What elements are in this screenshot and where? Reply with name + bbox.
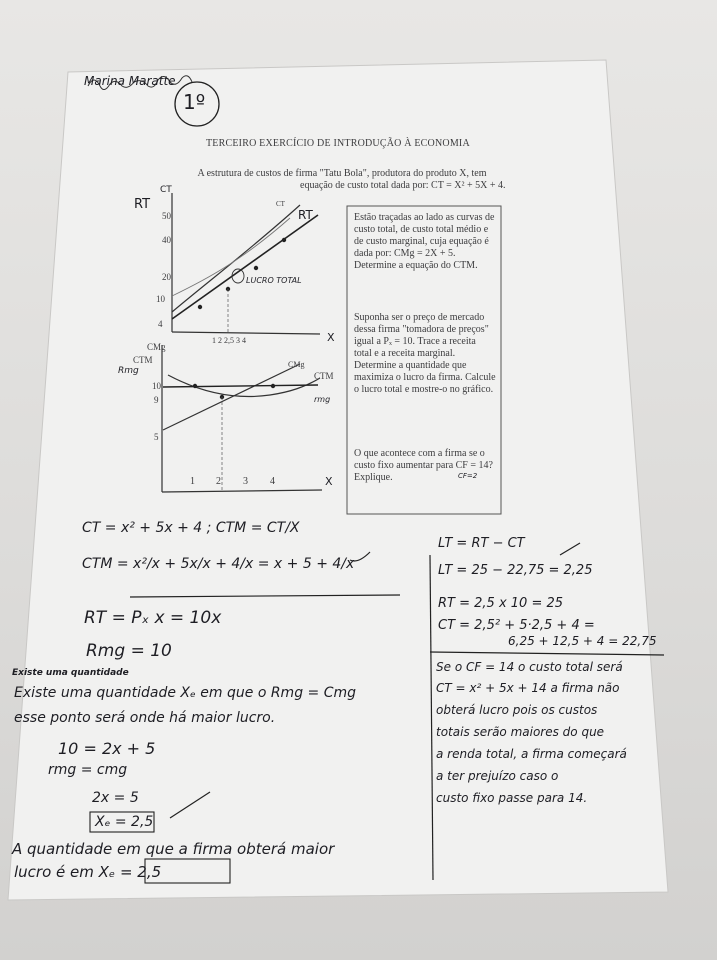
instruction-paragraph-2: Suponha ser o preço de mercado dessa firma "tomadora de preços" igual a Pₓ = 10. Trace a receita total e a receita marginal. Determine a quantidade que maximiza o lucro da firma. Calcule o lucro total e mostre-o no gráfico. xyxy=(354,312,496,395)
solution-eq-2: rmg = cmg xyxy=(48,762,128,778)
right-line-lt: LT = RT − CT xyxy=(438,536,525,551)
instruction-paragraph-3: O que acontece com a firma se o custo fixo aumentar para CF = 14? Explique. xyxy=(354,448,493,483)
top-graph-ct-label: CT xyxy=(160,185,172,195)
top-tick-4: 4 xyxy=(158,319,163,329)
solution-eq-4: Xₑ = 2,5 xyxy=(95,814,154,830)
solution-line-ct: CT = x² + 5x + 4 ; CTM = CT/X xyxy=(82,520,300,536)
top-point-1 xyxy=(198,305,202,309)
top-x-ticks: 1 2 2,5 3 4 xyxy=(212,336,246,345)
top-tick-10: 10 xyxy=(156,294,165,304)
bottom-y-label-cmg: CMg xyxy=(147,342,166,352)
instruction-margin-note: CF=2 xyxy=(458,472,478,480)
bottom-x-tick-3: 3 xyxy=(243,476,248,487)
bottom-graph-x-label: X xyxy=(325,475,333,488)
bottom-x-tick-4: 4 xyxy=(270,476,275,487)
intro-line-1: A estrutura de custos de firma "Tatu Bola", produtora do produto X, tem xyxy=(197,168,487,179)
top-graph-x-label: X xyxy=(327,331,335,344)
solution-eq-3: 2x = 5 xyxy=(92,790,139,806)
cmg-curve-label: CMg xyxy=(288,360,305,369)
right-text-6: a ter prejuízo caso o xyxy=(436,769,559,783)
solution-line-rt: RT = Pₓ x = 10x xyxy=(84,608,222,628)
solution-text-2: esse ponto será onde há maior lucro. xyxy=(14,710,276,726)
top-point-3 xyxy=(254,266,258,270)
right-line-lt-calc: LT = 25 − 22,75 = 2,25 xyxy=(438,563,593,578)
solution-scribble: Existe uma quantidade xyxy=(12,668,129,678)
student-name: Marina Maratte xyxy=(84,74,176,88)
right-line-ct: CT = 2,5² + 5·2,5 + 4 = xyxy=(438,618,595,633)
bottom-tick-10: 10 xyxy=(152,381,161,391)
solution-conclusion-2: lucro é em Xₑ = 2,5 xyxy=(14,863,162,881)
solution-conclusion-1: A quantidade em que a firma obterá maior xyxy=(12,840,335,858)
circled-number: 1º xyxy=(183,90,206,114)
solution-line-rmg: Rmg = 10 xyxy=(86,641,172,661)
solution-eq-1: 10 = 2x + 5 xyxy=(58,739,156,758)
instruction-paragraph-1: Estão traçadas ao lado as curvas de custo total, de custo total médio e de custo marginal, cuja equação é dada por: CMg = 2X + 5. Determine a equação do CTM. xyxy=(354,212,495,271)
top-tick-40: 40 xyxy=(162,235,171,245)
top-tick-20: 20 xyxy=(162,272,171,282)
bottom-x-tick-2: 2 xyxy=(216,476,221,487)
right-line-rt: RT = 2,5 x 10 = 25 xyxy=(438,596,564,611)
solution-line-ctm: CTM = x²/x + 5x/x + 4/x = x + 5 + 4/x xyxy=(82,556,355,572)
lt-annotation: LUCRO TOTAL xyxy=(246,276,302,285)
bottom-x-tick-1: 1 xyxy=(190,476,195,487)
ctm-curve-label: CTM xyxy=(314,371,334,381)
bottom-tick-9: 9 xyxy=(154,395,159,405)
right-line-ct-calc: 6,25 + 12,5 + 4 = 22,75 xyxy=(508,634,657,648)
right-text-7: custo fixo passe para 14. xyxy=(436,791,588,805)
page-title: TERCEIRO EXERCÍCIO DE INTRODUÇÃO À ECONOMIA xyxy=(206,138,470,149)
top-point-4 xyxy=(282,238,286,242)
bottom-y-label-ctm: CTM xyxy=(133,355,153,365)
bottom-tick-5: 5 xyxy=(154,432,159,442)
right-text-5: a renda total, a firma começará xyxy=(436,747,627,761)
solution-text-1: Existe uma quantidade Xₑ em que o Rmg = Cmg xyxy=(14,685,357,701)
ct-curve-label: CT xyxy=(276,200,285,208)
top-graph-rt-label: RT xyxy=(134,197,151,212)
right-text-3: obterá lucro pois os custos xyxy=(436,703,598,717)
rmg-curve-label: rmg xyxy=(314,395,331,404)
bottom-point-1 xyxy=(193,384,197,388)
top-tick-50: 50 xyxy=(162,211,171,221)
right-text-4: totais serão maiores do que xyxy=(436,725,605,739)
bottom-y-label-rmg: Rmg xyxy=(118,366,139,376)
rt-curve-label: RT xyxy=(298,208,313,222)
intro-line-2: equação de custo total dada por: CT = X² + 5X + 4. xyxy=(300,180,506,191)
right-text-2: CT = x² + 5x + 14 a firma não xyxy=(436,681,620,695)
bottom-point-3 xyxy=(271,384,275,388)
right-text-1: Se o CF = 14 o custo total será xyxy=(436,660,623,674)
